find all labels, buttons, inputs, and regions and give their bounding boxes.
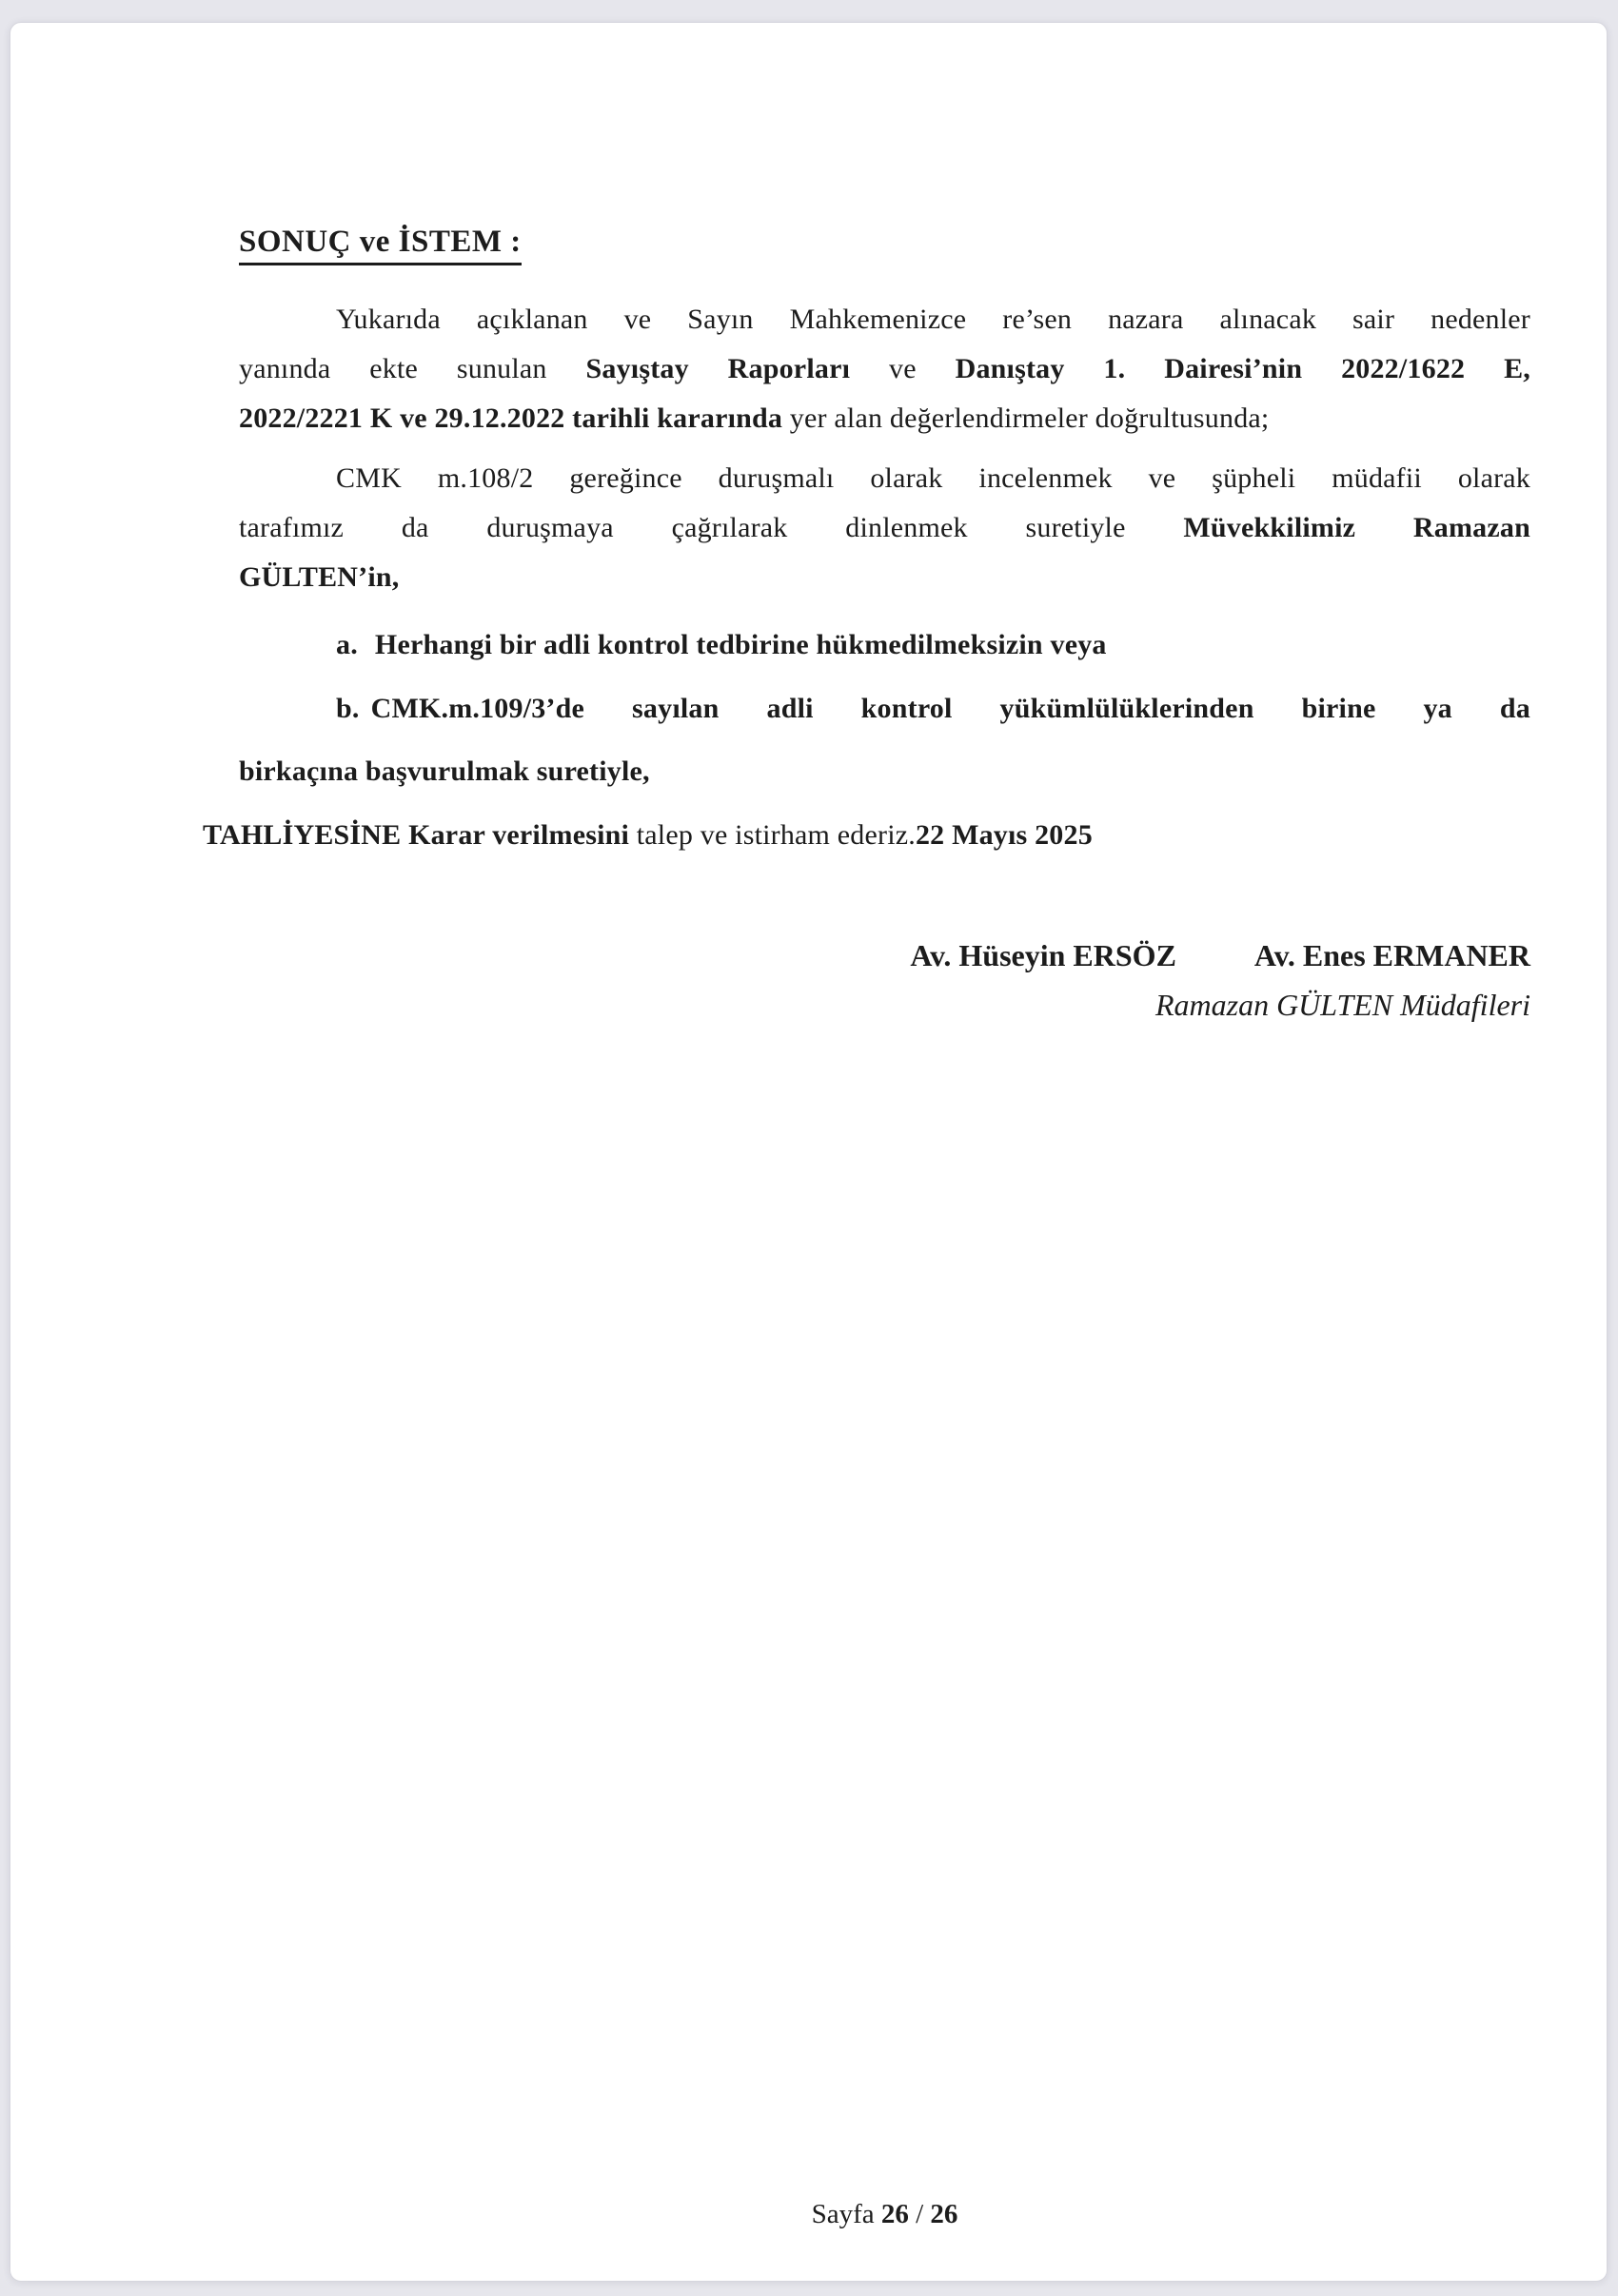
- text-line: [239, 344, 1530, 394]
- text-line: [239, 620, 1530, 670]
- text-run: ve: [850, 353, 956, 384]
- text-line: [239, 677, 1530, 740]
- paragraph-intro: [239, 295, 1530, 443]
- list-item-b-label: b.: [336, 693, 360, 724]
- request-run-bold: TAHLİYESİNE Karar verilmesini: [203, 819, 630, 851]
- text-run-bold: Sayıştay Raporları: [585, 353, 851, 384]
- footer-label: Sayfa: [811, 2199, 881, 2229]
- text-line: [239, 740, 1530, 803]
- document-page: [10, 22, 1608, 2282]
- list-item-b-text: CMK.m.109/3’de sayılan adli kontrol yükümlülüklerinden birine ya da: [370, 693, 1530, 724]
- text-line: [239, 553, 1530, 602]
- text-run-bold: Müvekkilimiz Ramazan: [1183, 512, 1530, 543]
- signature-block: [910, 934, 1530, 1026]
- list-item-b: [239, 677, 1530, 803]
- footer-page-number: 26: [880, 2199, 909, 2229]
- list-item-a-text: Herhangi bir adli kontrol tedbirine hükmedilmeksizin veya: [374, 629, 1107, 660]
- section-heading-text: SONUÇ ve İSTEM :: [239, 225, 522, 265]
- signature-name-2: Av. Enes ERMANER: [1253, 938, 1530, 972]
- request-run: talep ve istirham ederiz.: [629, 819, 916, 851]
- list-item-a-label: a.: [336, 629, 358, 660]
- text-line: [239, 503, 1530, 553]
- text-run: CMK m.108/2 gereğince duruşmalı olarak incelenmek ve şüpheli müdafii olarak: [336, 462, 1530, 494]
- request-date: 22 Mayıs 2025: [915, 819, 1093, 851]
- text-run-bold: 2022/2221 K ve 29.12.2022 tarihli kararında: [239, 402, 783, 434]
- text-run-bold: Danıştay 1. Dairesi’nin 2022/1622 E,: [955, 353, 1531, 384]
- text-run: yer alan değerlendirmeler doğrultusunda;: [782, 402, 1270, 434]
- text-run: tarafımız da duruşmaya çağrılarak dinlenmek suretiyle: [239, 512, 1184, 543]
- request-line: [203, 811, 1564, 860]
- text-line: [203, 811, 1564, 860]
- page-footer: [239, 2197, 1530, 2231]
- footer-separator: /: [908, 2199, 931, 2229]
- signature-name-1: Av. Hüseyin ERSÖZ: [910, 938, 1176, 972]
- text-line: [239, 394, 1530, 443]
- section-heading: [239, 225, 522, 265]
- footer-total-pages: 26: [930, 2199, 958, 2229]
- signature-subtitle: Ramazan GÜLTEN Müdafileri: [1154, 988, 1530, 1022]
- list-item-a: [239, 620, 1530, 670]
- text-run: Yukarıda açıklanan ve Sayın Mahkemenizce re’sen nazara alınacak sair nedenler: [336, 304, 1530, 335]
- list-item-b-text-continued: birkaçına başvurulmak suretiyle,: [239, 756, 650, 787]
- signature-names-line: [910, 934, 1530, 976]
- text-line: [239, 295, 1530, 344]
- signature-subtitle-line: [910, 984, 1530, 1026]
- text-run-bold: GÜLTEN’in,: [239, 561, 400, 593]
- text-line: [239, 454, 1530, 503]
- text-run: yanında ekte sunulan: [239, 353, 586, 384]
- paragraph-cmk-108: [239, 454, 1530, 602]
